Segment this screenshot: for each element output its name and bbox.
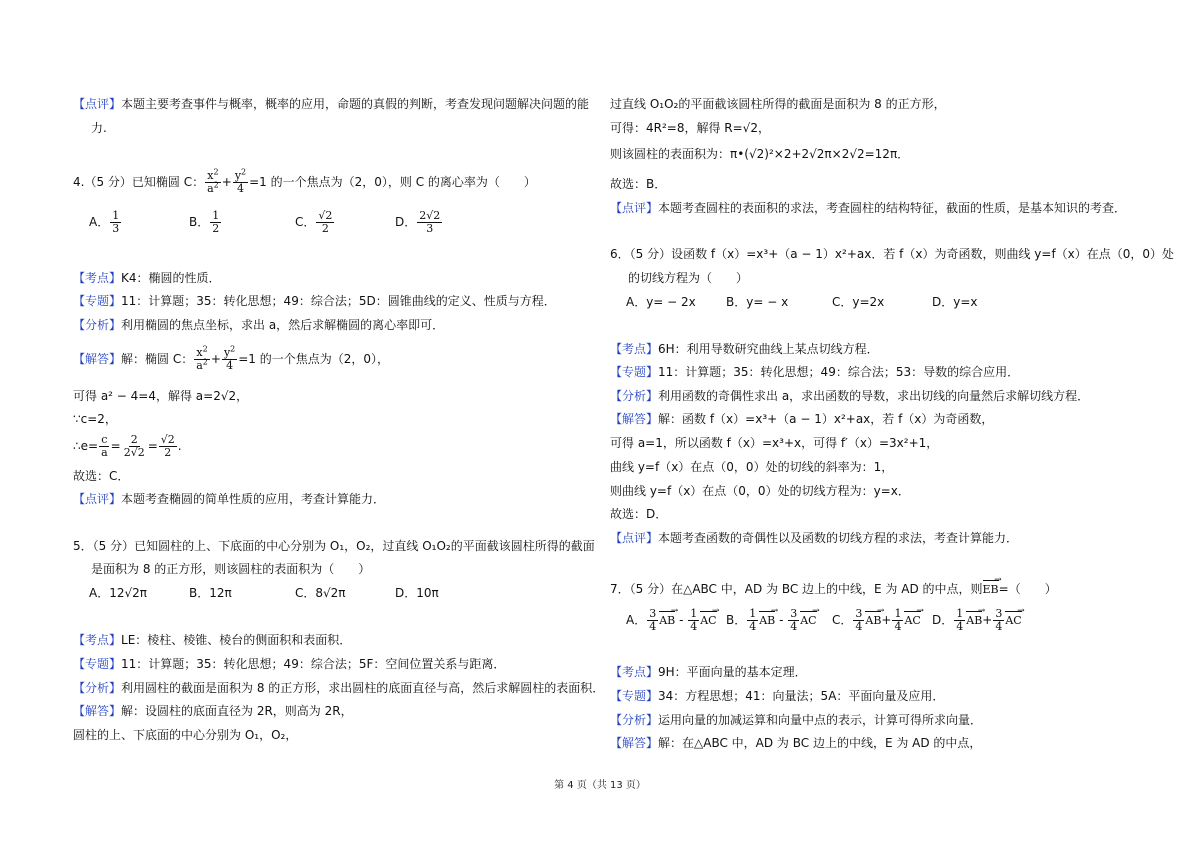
q5-kaodian: 【考点】LE：棱柱、棱锥、棱台的侧面积和表面积． [73,633,352,647]
q4-jieda-5: 故选：C． [73,469,130,483]
q5-option-a: A．12√2π [89,586,147,600]
q5-jieda-3: 过直线 O₁O₂的平面截该圆柱所得的截面是面积为 8 的正方形， [610,97,946,111]
q7-jieda: 【解答】解：在△ABC 中，AD 为 BC 边上的中线，E 为 AD 的中点， [610,736,982,750]
question-4: 4.（5 分）已知椭圆 C： $\frac{x^2}{a^2}$ + $\frac{y^2}{4}$ =1 的一个焦点为（2，0），则 C 的离心率为（ ） [73,167,536,195]
right-column [610,0,1175,848]
q6-jieda-3: 曲线 y=f（x）在点（0，0）处的切线的斜率为：1， [610,460,894,474]
tag-dianping: 【点评】 [73,97,122,111]
q6-kaodian: 【考点】6H：利用导数研究曲线上某点切线方程． [610,342,879,356]
q6-fenxi: 【分析】利用函数的奇偶性求出 a，求出函数的导数，求出切线的向量然后求解切线方程． [610,389,1090,403]
vector-eb: EB → [983,582,999,598]
comment-q3-cont: 力. [91,121,107,135]
comment-q3: 【点评】本题主要考查事件与概率，概率的应用，命题的真假的判断，考查发现问题解决问题的能 [73,97,590,111]
q6-jieda-5: 故选：D． [610,507,668,521]
q7-option-b: B． $\frac{1}{4}$ AB → - $\frac{3}{4}$ AC → [726,608,817,633]
q6-option-b: B．y= − x [726,295,789,309]
q5-jieda-5: 则该圆柱的表面积为：π•(√2)²×2+2√2π×2√2=12π． [610,147,910,161]
q5-option-c: C．8√2π [295,586,346,600]
q5-jieda-2: 圆柱的上、下底面的中心分别为 O₁，O₂， [73,728,298,742]
question-6-cont: 的切线方程为（ ） [628,271,749,285]
question-7: 7．（5 分）在△ABC 中，AD 为 BC 边上的中线，E 为 AD 的中点，则EB →=（ ） [610,581,1057,598]
q5-jieda-6: 故选：B． [610,177,667,191]
q7-kaodian: 【考点】9H：平面向量的基本定理． [610,665,807,679]
q5-jieda: 【解答】解：设圆柱的底面直径为 2R，则高为 2R， [73,704,353,718]
q4-option-a: A． $\frac{1}{3}$ [89,209,120,235]
q5-option-d: D．10π [395,586,439,600]
q7-option-a: A． $\frac{3}{4}$ AB → - $\frac{1}{4}$ AC → [626,608,717,633]
q6-jieda-2: 可得 a=1，所以函数 f（x）=x³+x，可得 f′（x）=3x²+1， [610,436,939,450]
q4-jieda-4: ∴e= $\frac{c}{a}$ = $\frac{2}{2√2}$ = $\frac{√2}{2}$ . [73,433,182,459]
q5-jieda-4: 可得：4R²=8，解得 R=√2， [610,121,770,135]
q5-option-b: B．12π [189,586,232,600]
q4-jieda-2: 可得 a² − 4=4，解得 a=2√2， [73,389,249,403]
q6-jieda-4: 则曲线 y=f（x）在点（0，0）处的切线方程为：y=x． [610,484,910,498]
q4-option-d: D． $\frac{2√2}{3}$ [395,209,441,235]
q4-fenxi: 【分析】利用椭圆的焦点坐标，求出 a，然后求解椭圆的离心率即可． [73,318,445,332]
q4-zhuanti: 【专题】11：计算题；35：转化思想；49：综合法；5D：圆锥曲线的定义、性质与方程． [73,294,556,308]
question-5-cont: 是面积为 8 的正方形，则该圆柱的表面积为（ ） [91,562,371,576]
q7-option-d: D． $\frac{1}{4}$ AB →+ $\frac{3}{4}$ AC → [932,608,1022,633]
q4-kaodian: 【考点】K4：椭圆的性质． [73,271,221,285]
q6-jieda: 【解答】解：函数 f（x）=x³+（a − 1）x²+ax，若 f（x）为奇函数， [610,412,994,426]
q4-jieda: 【解答】解：椭圆 C： $\frac{x^2}{a^2}$ + $\frac{y^2}{4}$ =1 的一个焦点为（2，0）， [73,344,390,372]
q5-zhuanti: 【专题】11：计算题；35：转化思想；49：综合法；5F：空间位置关系与距离． [73,657,506,671]
q6-dianping: 【点评】本题考查函数的奇偶性以及函数的切线方程的求法，考查计算能力． [610,531,1019,545]
left-column [73,0,603,848]
q6-zhuanti: 【专题】11：计算题；35：转化思想；49：综合法；53：导数的综合应用． [610,365,1020,379]
frac-x2-a2: $\frac{x^2}{a^2}$ [207,167,219,195]
q7-option-c: C． $\frac{3}{4}$ AB →+ $\frac{1}{4}$ AC → [832,608,921,633]
q6-option-a: A．y= − 2x [626,295,696,309]
page-footer: 第 4 页（共 13 页） [554,780,646,791]
question-6: 6．（5 分）设函数 f（x）=x³+（a − 1）x²+ax．若 f（x）为奇函数，则曲线 y=f（x）在点（0，0）处 [610,247,1175,261]
q4-option-b: B． $\frac{1}{2}$ [189,209,220,235]
q6-option-d: D．y=x [932,295,978,309]
q7-zhuanti: 【专题】34：方程思想；41：向量法；5A：平面向量及应用． [610,689,945,703]
q7-fenxi: 【分析】运用向量的加减运算和向量中点的表示，计算可得所求向量． [610,713,983,727]
q5-dianping: 【点评】本题考查圆柱的表面积的求法，考查圆柱的结构特征，截面的性质，是基本知识的考查． [610,201,1127,215]
frac-y2-4: $\frac{y^2}{4}$ [234,167,247,195]
q4-option-c: C． $\frac{√2}{2}$ [295,209,333,235]
q4-dianping: 【点评】本题考查椭圆的简单性质的应用，考查计算能力． [73,492,386,506]
q6-option-c: C．y=2x [832,295,885,309]
q4-jieda-3: ∵c=2， [73,412,117,426]
question-5: 5．（5 分）已知圆柱的上、下底面的中心分别为 O₁，O₂，过直线 O₁O₂的平面截该圆柱所得的截面 [73,539,595,553]
q5-fenxi: 【分析】利用圆柱的截面是面积为 8 的正方形，求出圆柱的底面直径与高，然后求解圆柱的表面积． [73,681,605,695]
